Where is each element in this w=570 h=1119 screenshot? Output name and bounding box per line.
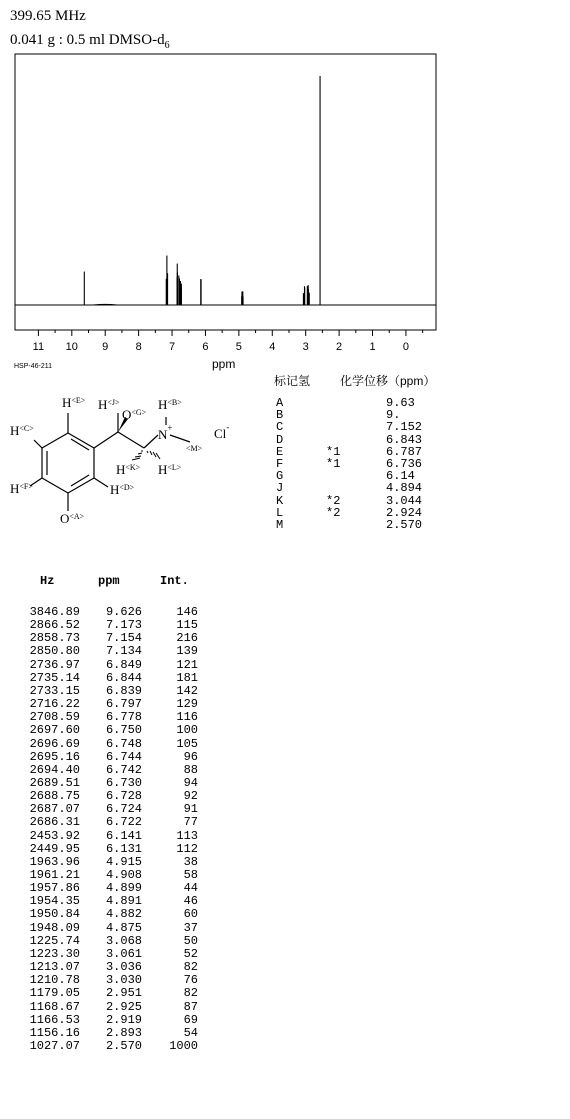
peak-hz: 2695.16 bbox=[29, 749, 80, 764]
x-tick-label: 9 bbox=[102, 341, 109, 353]
shift-row-label: A bbox=[276, 396, 284, 410]
peak-int: 105 bbox=[176, 736, 198, 751]
peak-ppm: 6.778 bbox=[105, 710, 142, 725]
x-tick-label: 10 bbox=[65, 341, 78, 353]
peak-ppm: 3.068 bbox=[105, 933, 142, 948]
peak-int: 82 bbox=[183, 960, 198, 975]
shift-row bbox=[274, 518, 564, 533]
shift-header-label: 标记氢 bbox=[274, 374, 311, 388]
peak-row bbox=[22, 986, 212, 999]
peak-hz: 1961.21 bbox=[29, 868, 80, 882]
peak-int: 94 bbox=[183, 775, 198, 790]
shift-row-label: C bbox=[276, 420, 284, 435]
peak-hz: 1166.53 bbox=[29, 1012, 80, 1027]
peak-hz: 1223.30 bbox=[29, 946, 80, 961]
x-tick-label: 11 bbox=[32, 341, 45, 353]
shift-row-label: B bbox=[276, 408, 284, 423]
peak-header-hz: Hz bbox=[40, 574, 55, 588]
label-hk: $H^{<K>}$ bbox=[116, 462, 141, 477]
peak-int: 116 bbox=[176, 710, 198, 725]
peak-row bbox=[22, 658, 212, 671]
peak-row bbox=[22, 907, 212, 920]
shift-row-value: 9. bbox=[386, 408, 401, 423]
peak-hz: 2858.73 bbox=[29, 631, 80, 646]
peak-int: 60 bbox=[183, 907, 198, 922]
peak-row bbox=[22, 631, 212, 644]
peak-ppm: 2.893 bbox=[105, 1025, 142, 1040]
peak-ppm: 6.744 bbox=[105, 749, 142, 764]
sample-text: 0.041 g : 0.5 ml DMSO-d bbox=[10, 32, 165, 48]
peak-ppm: 2.570 bbox=[105, 1038, 142, 1053]
peak-int: 54 bbox=[183, 1025, 198, 1040]
label-og: $O^{<G>}$ bbox=[122, 407, 147, 422]
sample-code: HSP-46-211 bbox=[14, 363, 53, 370]
peak-hz: 3846.89 bbox=[29, 605, 80, 619]
plot-frame bbox=[15, 54, 436, 330]
x-tick-label: 1 bbox=[369, 341, 376, 353]
label-cl: Cl- bbox=[214, 422, 230, 441]
x-tick-label: 0 bbox=[402, 341, 409, 353]
peak-hz: 2866.52 bbox=[29, 618, 80, 633]
shift-row-value: 4.894 bbox=[386, 481, 423, 496]
peak-ppm: 9.626 bbox=[105, 605, 142, 619]
peak-int: 112 bbox=[176, 841, 198, 856]
peak-hz: 1963.96 bbox=[29, 854, 80, 869]
peak-hz: 1179.05 bbox=[29, 986, 80, 1001]
peak-ppm: 4.875 bbox=[105, 920, 142, 935]
peak-int: 146 bbox=[176, 605, 198, 619]
peak-hz: 2736.97 bbox=[29, 657, 80, 672]
peak-hz: 2735.14 bbox=[29, 670, 80, 685]
peak-int: 142 bbox=[176, 683, 198, 698]
peak-row bbox=[22, 671, 212, 684]
peak-hz: 1156.16 bbox=[29, 1025, 80, 1040]
label-oa: $O^{<A>}$ bbox=[60, 511, 85, 526]
peak-int: 1000 bbox=[169, 1038, 198, 1053]
shift-row-value: 2.570 bbox=[386, 518, 423, 532]
label-hj: $H^{<J>}$ bbox=[98, 397, 120, 412]
peak-int: 69 bbox=[183, 1012, 198, 1027]
x-tick-label: 7 bbox=[168, 341, 176, 353]
peak-row bbox=[22, 644, 212, 657]
peak-row bbox=[22, 868, 212, 881]
peak-row bbox=[22, 1039, 212, 1052]
peak-hz: 2694.40 bbox=[29, 762, 80, 777]
shift-row-label: L bbox=[276, 505, 284, 520]
peak-row bbox=[22, 763, 212, 776]
peak-row bbox=[22, 697, 212, 710]
peak-ppm: 2.919 bbox=[105, 1012, 142, 1027]
shift-row-value: 9.63 bbox=[386, 396, 415, 410]
peak-hz: 2850.80 bbox=[29, 644, 80, 659]
peak-hz: 2697.60 bbox=[29, 723, 80, 738]
peak-ppm: 6.750 bbox=[105, 723, 142, 738]
peak-hz: 2708.59 bbox=[29, 710, 80, 725]
sample-subscript: 6 bbox=[164, 40, 170, 51]
peak-int: 50 bbox=[183, 933, 198, 948]
shift-row-label: J bbox=[276, 481, 284, 496]
peak-row bbox=[22, 829, 212, 842]
peak-hz: 1168.67 bbox=[29, 999, 80, 1014]
peak-int: 129 bbox=[176, 697, 198, 712]
shift-row-value: 6.14 bbox=[386, 469, 415, 484]
peak-ppm: 6.742 bbox=[105, 762, 142, 777]
peak-row bbox=[22, 605, 212, 618]
peak-int: 88 bbox=[183, 762, 198, 777]
shift-row-note: *1 bbox=[326, 457, 341, 471]
peak-hz: 2716.22 bbox=[29, 697, 80, 712]
peak-int: 52 bbox=[183, 946, 198, 961]
peak-row bbox=[22, 723, 212, 736]
peak-int: 181 bbox=[176, 670, 198, 685]
peak-int: 121 bbox=[176, 657, 198, 672]
peak-hz: 2453.92 bbox=[29, 828, 80, 843]
peak-int: 115 bbox=[176, 618, 198, 633]
peak-hz: 1225.74 bbox=[29, 933, 80, 948]
label-hl: $H^{<L>}$ bbox=[158, 462, 182, 477]
label-hb: $H^{<B>}$ bbox=[158, 397, 182, 412]
shift-row-label: K bbox=[276, 493, 284, 508]
peak-hz: 1957.86 bbox=[29, 881, 80, 896]
shift-row-value: 2.924 bbox=[386, 505, 423, 520]
peak-int: 46 bbox=[183, 894, 198, 909]
peak-int: 37 bbox=[183, 920, 198, 935]
x-ticks-group bbox=[15, 330, 436, 353]
peaks-group bbox=[15, 76, 436, 305]
peak-row bbox=[22, 947, 212, 960]
peak-row bbox=[22, 802, 212, 815]
peak-int: 77 bbox=[183, 815, 198, 830]
shift-row-note: *2 bbox=[326, 505, 341, 520]
peak-int: 216 bbox=[176, 631, 198, 646]
shift-row-value: 6.843 bbox=[386, 432, 423, 447]
x-tick-label: 5 bbox=[235, 341, 242, 353]
spectrometer-frequency: 399.65 MHz bbox=[10, 8, 86, 24]
shift-header-shift: 化学位移（ppm） bbox=[340, 374, 436, 388]
peak-row bbox=[22, 1000, 212, 1013]
peak-hz: 1948.09 bbox=[29, 920, 80, 935]
peak-ppm: 3.030 bbox=[105, 973, 142, 988]
peak-row bbox=[22, 789, 212, 802]
label-hd: $H^{<D>}$ bbox=[110, 482, 135, 497]
shift-row-label: E bbox=[276, 444, 284, 459]
peak-ppm: 4.891 bbox=[105, 894, 142, 909]
peak-header-ppm: ppm bbox=[98, 574, 120, 588]
shift-row-label: F bbox=[276, 457, 284, 471]
peak-ppm: 4.882 bbox=[105, 907, 142, 922]
shift-row-value: 7.152 bbox=[386, 420, 423, 435]
shift-row-label: D bbox=[276, 432, 284, 447]
peak-row bbox=[22, 618, 212, 631]
peak-hz: 2689.51 bbox=[29, 775, 80, 790]
shift-row-value: 3.044 bbox=[386, 493, 423, 508]
peak-hz: 2688.75 bbox=[29, 789, 80, 804]
peak-ppm: 7.134 bbox=[105, 644, 142, 659]
peak-int: 76 bbox=[183, 973, 198, 988]
x-tick-label: 2 bbox=[336, 341, 343, 353]
peak-ppm: 6.724 bbox=[105, 802, 142, 817]
peak-row bbox=[22, 815, 212, 828]
peak-ppm: 2.925 bbox=[105, 999, 142, 1014]
peak-ppm: 7.154 bbox=[105, 631, 142, 646]
peak-ppm: 6.839 bbox=[105, 683, 142, 698]
hash-bond-hk bbox=[132, 451, 143, 460]
peak-int: 44 bbox=[183, 881, 198, 896]
peak-int: 82 bbox=[183, 986, 198, 1001]
peak-row bbox=[22, 1013, 212, 1026]
hash-bond-hl bbox=[147, 451, 160, 459]
peak-ppm: 6.849 bbox=[105, 657, 142, 672]
peak-row bbox=[22, 684, 212, 697]
peak-ppm: 7.173 bbox=[105, 618, 142, 633]
peak-row bbox=[22, 842, 212, 855]
peak-int: 87 bbox=[183, 999, 198, 1014]
x-tick-label: 6 bbox=[202, 341, 209, 353]
peak-ppm: 2.951 bbox=[105, 986, 142, 1001]
peak-ppm: 6.722 bbox=[105, 815, 142, 830]
peak-row bbox=[22, 960, 212, 973]
peak-ppm: 6.730 bbox=[105, 775, 142, 790]
peak-hz: 2449.95 bbox=[29, 841, 80, 856]
peak-header-int: Int. bbox=[160, 574, 189, 588]
peak-ppm: 3.036 bbox=[105, 960, 142, 975]
peak-ppm: 4.908 bbox=[105, 868, 142, 882]
shift-row-label: M bbox=[276, 518, 284, 532]
peak-hz: 1213.07 bbox=[29, 960, 80, 975]
shift-row-value: 6.787 bbox=[386, 444, 423, 459]
peak-row bbox=[22, 1026, 212, 1039]
peak-row bbox=[22, 737, 212, 750]
peak-hz: 1210.78 bbox=[29, 973, 80, 988]
peak-ppm: 3.061 bbox=[105, 946, 142, 961]
peak-ppm: 4.915 bbox=[105, 854, 142, 869]
peak-int: 38 bbox=[183, 854, 198, 869]
peak-hz: 2696.69 bbox=[29, 736, 80, 751]
label-m: <M> bbox=[186, 444, 203, 453]
x-tick-label: 4 bbox=[269, 341, 276, 353]
peak-ppm: 6.844 bbox=[105, 670, 142, 685]
peak-int: 96 bbox=[183, 749, 198, 764]
shift-row-note: *1 bbox=[326, 444, 341, 459]
peak-row bbox=[22, 881, 212, 894]
peak-int: 58 bbox=[183, 868, 198, 882]
peak-row bbox=[22, 776, 212, 789]
peak-ppm: 4.899 bbox=[105, 881, 142, 896]
label-n: N+ bbox=[158, 423, 173, 442]
peak-row bbox=[22, 855, 212, 868]
peak-int: 100 bbox=[176, 723, 198, 738]
label-hf: $H^{<F>}$ bbox=[10, 481, 33, 496]
peak-row bbox=[22, 710, 212, 723]
nmr-spectrum-chart bbox=[0, 0, 570, 360]
peak-ppm: 6.141 bbox=[105, 828, 142, 843]
label-hc: $H^{<C>}$ bbox=[10, 423, 34, 438]
peak-ppm: 6.748 bbox=[105, 736, 142, 751]
shift-row-label: G bbox=[276, 469, 284, 484]
peak-ppm: 6.797 bbox=[105, 697, 142, 712]
peak-hz: 1027.07 bbox=[29, 1038, 80, 1053]
peak-row bbox=[22, 750, 212, 763]
peak-hz: 2686.31 bbox=[29, 815, 80, 830]
x-axis-label: ppm bbox=[212, 357, 236, 371]
peak-ppm: 6.728 bbox=[105, 789, 142, 804]
peak-ppm: 6.131 bbox=[105, 841, 142, 856]
peak-int: 113 bbox=[176, 828, 198, 843]
peak-hz: 2733.15 bbox=[29, 683, 80, 698]
peak-int: 139 bbox=[176, 644, 198, 659]
peak-int: 92 bbox=[183, 789, 198, 804]
x-tick-label: 8 bbox=[135, 341, 142, 353]
peak-row bbox=[22, 894, 212, 907]
peak-hz: 1950.84 bbox=[29, 907, 80, 922]
label-he: $H^{<E>}$ bbox=[62, 395, 86, 410]
peak-int: 91 bbox=[183, 802, 198, 817]
shift-row-note: *2 bbox=[326, 493, 341, 508]
peak-hz: 1954.35 bbox=[29, 894, 80, 909]
shift-row-value: 6.736 bbox=[386, 457, 423, 471]
molecular-structure bbox=[0, 385, 260, 535]
peak-hz: 2687.07 bbox=[29, 802, 80, 817]
x-tick-label: 3 bbox=[302, 341, 309, 353]
peak-row bbox=[22, 973, 212, 986]
peak-row bbox=[22, 921, 212, 934]
peak-row bbox=[22, 934, 212, 947]
